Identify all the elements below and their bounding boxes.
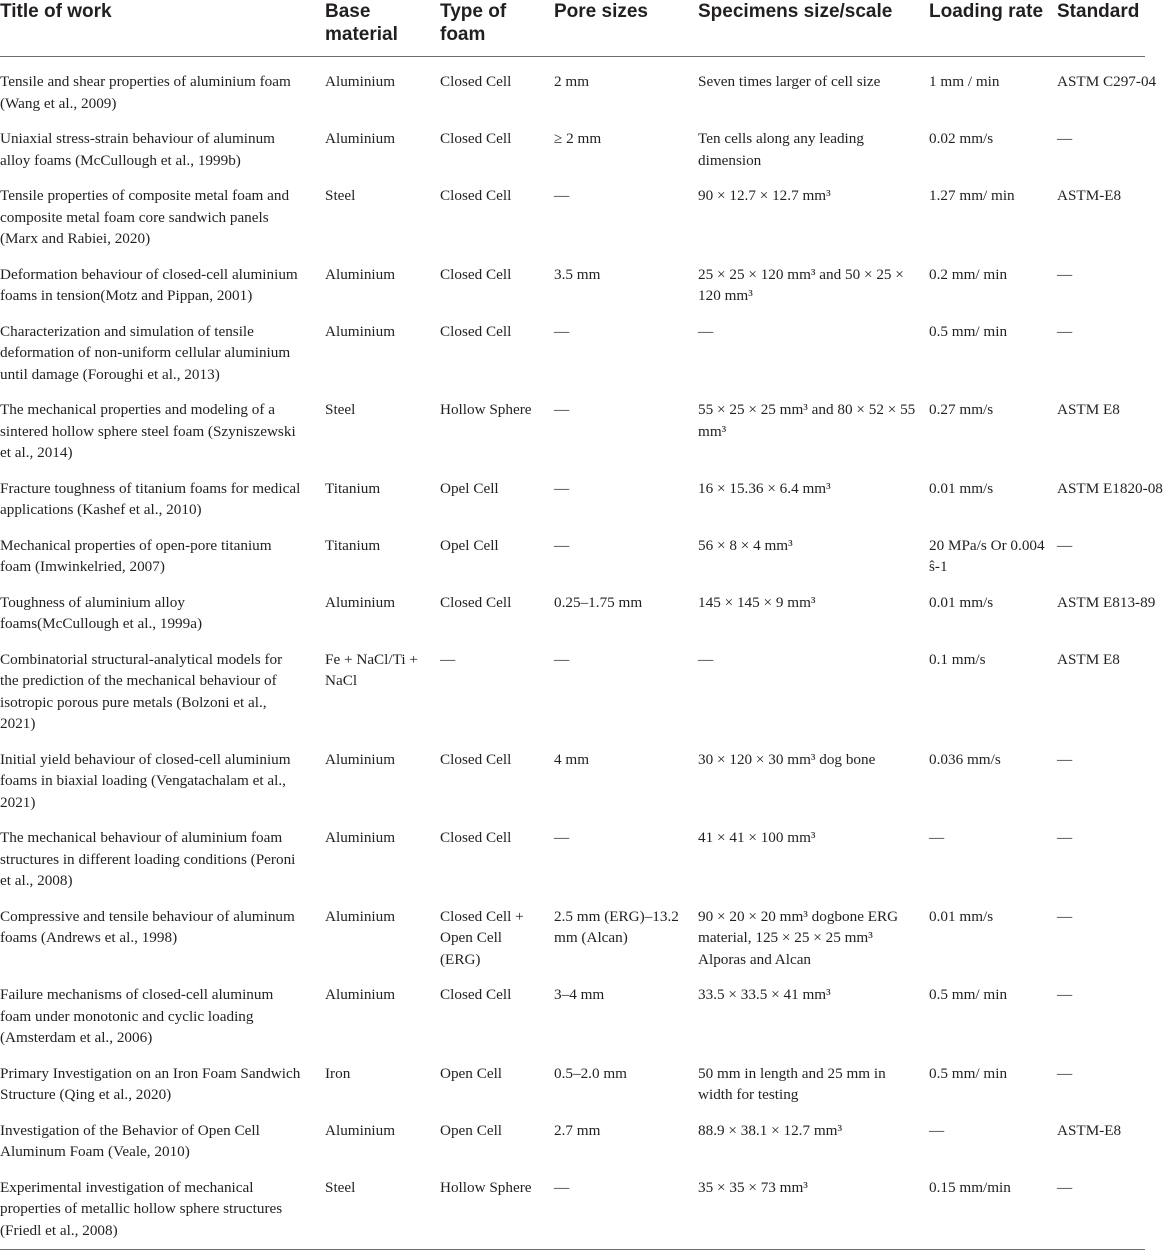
cell-pore-sizes: 3.5 mm [554, 265, 601, 283]
cell-standard: ASTM E8 [1057, 401, 1120, 418]
cell-type-of-foam: Closed Cell [440, 187, 512, 204]
cell-specimens-size: 41 × 41 × 100 mm³ [698, 829, 816, 846]
cell-title-of-work: Compressive and tensile behaviour of aluminum foams (Andrews et al., 1998) [0, 907, 295, 946]
cell-pore-sizes: 4 mm [554, 750, 590, 768]
cell-loading-rate: 0.1 mm/s [929, 650, 986, 668]
cell-pore-sizes: — [554, 650, 570, 668]
cell-specimens-size: 25 × 25 × 120 mm³ and 50 × 25 × 120 mm³ [698, 265, 904, 304]
cell-standard: ASTM E1820-08 [1057, 479, 1163, 497]
cell-pore-sizes: 0.5–2.0 mm [554, 1064, 627, 1082]
table-row [0, 392, 1145, 471]
cell-specimens-size: — [698, 650, 714, 668]
cell-pore-sizes: — [554, 479, 570, 497]
cell-base-material: Aluminium [325, 907, 396, 925]
cell-type-of-foam: Opel Cell [440, 479, 499, 497]
cell-specimens-size: 88.9 × 38.1 × 12.7 mm³ [698, 1121, 843, 1139]
cell-base-material: Steel [325, 1170, 440, 1250]
cell-type-of-foam: Open Cell [440, 1121, 503, 1139]
table-row [0, 899, 1145, 978]
cell-title-of-work: Toughness of aluminium alloy foams(McCullough et al., 1999a) [0, 593, 203, 632]
cell-standard: — [1057, 322, 1073, 340]
header-specimens-size: Specimens size/scale [698, 0, 929, 57]
cell-base-material: Iron [325, 1064, 351, 1082]
cell-base-material: Aluminium [325, 73, 396, 90]
cell-loading-rate: 0.27 mm/s [929, 401, 994, 418]
table-row [0, 642, 1145, 742]
cell-type-of-foam: Hollow Sphere [440, 1170, 554, 1250]
cell-standard: — [1057, 536, 1073, 554]
table-row [0, 178, 1145, 257]
cell-base-material: Aluminium [325, 750, 396, 768]
header-loading-rate: Loading rate [929, 0, 1057, 57]
table-row [0, 57, 1145, 122]
header-title-of-work: Title of work [0, 0, 325, 57]
cell-specimens-size: 50 mm in length and 25 mm in width for testing [698, 1064, 886, 1103]
cell-base-material: Aluminium [325, 130, 396, 147]
cell-pore-sizes: — [554, 829, 570, 846]
cell-type-of-foam: Closed Cell [440, 750, 512, 768]
cell-pore-sizes: — [554, 322, 570, 340]
cell-loading-rate: 0.5 mm/ min [929, 986, 1008, 1003]
cell-type-of-foam: — [440, 650, 456, 668]
cell-loading-rate: — [929, 829, 945, 846]
cell-specimens-size: — [698, 322, 714, 340]
cell-standard: — [1057, 1064, 1073, 1082]
cell-specimens-size: 30 × 120 × 30 mm³ dog bone [698, 750, 876, 768]
cell-specimens-size: Seven times larger of cell size [698, 73, 881, 90]
cell-base-material: Aluminium [325, 829, 396, 846]
cell-title-of-work: Combinatorial structural-analytical models for the prediction of the mechanical behaviour of isotropic porous pure metals (Bolzoni et al., 2021) [0, 650, 283, 732]
table-row [0, 820, 1145, 899]
header-base-material: Base material [325, 0, 440, 57]
cell-loading-rate: 0.02 mm/s [929, 130, 994, 147]
cell-base-material: Titanium [325, 479, 381, 497]
cell-loading-rate: 0.01 mm/s [929, 907, 994, 925]
cell-specimens-size: 33.5 × 33.5 × 41 mm³ [698, 986, 831, 1003]
header-standard: Standard [1057, 0, 1145, 57]
cell-title-of-work: Tensile properties of composite metal foam and composite metal foam core sandwich panels (Marx and Rabiei, 2020) [0, 187, 290, 247]
cell-pore-sizes: 2.7 mm [554, 1121, 601, 1139]
cell-loading-rate: 1.27 mm/ min [929, 187, 1015, 204]
table-row [0, 585, 1145, 642]
cell-type-of-foam: Opel Cell [440, 536, 499, 554]
cell-base-material: Titanium [325, 536, 381, 554]
cell-pore-sizes: 2 mm [554, 73, 590, 90]
cell-loading-rate: 20 MPa/s Or 0.004 ŝ-1 [929, 536, 1045, 575]
table-row [0, 1113, 1145, 1170]
cell-type-of-foam: Closed Cell [440, 829, 512, 846]
cell-base-material: Steel [325, 401, 356, 418]
cell-specimens-size: 56 × 8 × 4 mm³ [698, 536, 793, 554]
cell-title-of-work: Uniaxial stress-strain behaviour of aluminum alloy foams (McCullough et al., 1999b) [0, 130, 275, 169]
cell-specimens-size: 35 × 35 × 73 mm³ [698, 1170, 929, 1250]
cell-base-material: Aluminium [325, 986, 396, 1003]
cell-standard: — [1057, 750, 1073, 768]
cell-base-material: Aluminium [325, 1121, 396, 1139]
table-row [0, 977, 1145, 1056]
cell-standard: — [1057, 986, 1073, 1003]
cell-loading-rate: 0.5 mm/ min [929, 322, 1008, 340]
cell-loading-rate: 0.15 mm/min [929, 1170, 1057, 1250]
table-row [0, 471, 1145, 528]
table-row [0, 257, 1145, 314]
cell-title-of-work: Primary Investigation on an Iron Foam Sandwich Structure (Qing et al., 2020) [0, 1064, 301, 1103]
cell-loading-rate: 0.01 mm/s [929, 479, 994, 497]
table-header-row [0, 0, 1145, 57]
cell-pore-sizes: — [554, 1170, 698, 1250]
header-type-of-foam: Type of foam [440, 0, 554, 57]
cell-pore-sizes: — [554, 536, 570, 554]
cell-pore-sizes: ≥ 2 mm [554, 130, 602, 147]
cell-type-of-foam: Closed Cell + Open Cell (ERG) [440, 907, 524, 968]
cell-standard: — [1057, 907, 1073, 925]
cell-title-of-work: Failure mechanisms of closed-cell aluminum foam under monotonic and cyclic loading (Amsterdam et al., 2006) [0, 986, 274, 1046]
table-row [0, 1170, 1145, 1250]
cell-pore-sizes: 2.5 mm (ERG)–13.2 mm (Alcan) [554, 907, 679, 946]
cell-type-of-foam: Closed Cell [440, 593, 512, 611]
cell-standard: ASTM E8 [1057, 650, 1120, 668]
cell-type-of-foam: Open Cell [440, 1064, 503, 1082]
cell-standard: ASTM-E8 [1057, 187, 1122, 204]
cell-title-of-work: Fracture toughness of titanium foams for medical applications (Kashef et al., 2010) [0, 479, 301, 518]
cell-title-of-work: Mechanical properties of open-pore titanium foam (Imwinkelried, 2007) [0, 536, 272, 575]
cell-title-of-work: The mechanical behaviour of aluminium foam structures in different loading conditions (Peroni et al., 2008) [0, 829, 296, 889]
table-row [0, 1056, 1145, 1113]
cell-pore-sizes: — [554, 187, 570, 204]
cell-loading-rate: 0.01 mm/s [929, 593, 994, 611]
cell-base-material: Aluminium [325, 322, 396, 340]
cell-standard: ASTM-E8 [1057, 1121, 1122, 1139]
cell-pore-sizes: 3–4 mm [554, 986, 605, 1003]
cell-specimens-size: 145 × 145 × 9 mm³ [698, 593, 816, 611]
cell-title-of-work: Tensile and shear properties of aluminium foam (Wang et al., 2009) [0, 73, 291, 112]
cell-standard: — [1057, 265, 1073, 283]
cell-standard: ASTM C297-04 [1057, 73, 1157, 90]
cell-specimens-size: 16 × 15.36 × 6.4 mm³ [698, 479, 831, 497]
cell-type-of-foam: Hollow Sphere [440, 401, 532, 418]
cell-loading-rate: 0.5 mm/ min [929, 1064, 1008, 1082]
cell-specimens-size: 90 × 12.7 × 12.7 mm³ [698, 187, 831, 204]
cell-title-of-work: Deformation behaviour of closed-cell aluminium foams in tension(Motz and Pippan, 2001) [0, 265, 298, 304]
cell-title-of-work: Initial yield behaviour of closed-cell aluminium foams in biaxial loading (Vengatachalam et al., 2021) [0, 750, 291, 811]
cell-loading-rate: 0.036 mm/s [929, 750, 1001, 768]
cell-type-of-foam: Closed Cell [440, 265, 512, 283]
cell-title-of-work: Experimental investigation of mechanical properties of metallic hollow sphere structures (Friedl et al., 2008) [0, 1170, 325, 1250]
cell-title-of-work: The mechanical properties and modeling of a sintered hollow sphere steel foam (Szyniszewski et al., 2014) [0, 401, 296, 461]
cell-base-material: Steel [325, 187, 356, 204]
header-pore-sizes: Pore sizes [554, 0, 698, 57]
cell-type-of-foam: Closed Cell [440, 322, 512, 340]
cell-title-of-work: Characterization and simulation of tensile deformation of non-uniform cellular aluminium until damage (Foroughi et al., 2013) [0, 322, 291, 383]
table-row [0, 742, 1145, 821]
cell-base-material: Aluminium [325, 593, 396, 611]
cell-standard: — [1057, 1170, 1145, 1250]
cell-specimens-size: 90 × 20 × 20 mm³ dogbone ERG material, 125 × 25 × 25 mm³ Alporas and Alcan [698, 907, 899, 968]
cell-type-of-foam: Closed Cell [440, 986, 512, 1003]
cell-specimens-size: Ten cells along any leading dimension [698, 130, 864, 169]
cell-standard: — [1057, 130, 1073, 147]
cell-base-material: Fe + NaCl/Ti + NaCl [325, 650, 418, 689]
cell-title-of-work: Investigation of the Behavior of Open Cell Aluminum Foam (Veale, 2010) [0, 1121, 260, 1160]
cell-loading-rate: 1 mm / min [929, 73, 1000, 90]
cell-loading-rate: — [929, 1121, 945, 1139]
cell-pore-sizes: — [554, 401, 570, 418]
cell-specimens-size: 55 × 25 × 25 mm³ and 80 × 52 × 55 mm³ [698, 401, 916, 440]
table-row [0, 528, 1145, 585]
cell-standard: — [1057, 829, 1073, 846]
cell-base-material: Aluminium [325, 265, 396, 283]
table-row [0, 121, 1145, 178]
cell-standard: ASTM E813-89 [1057, 593, 1156, 611]
cell-type-of-foam: Closed Cell [440, 73, 512, 90]
table-row [0, 314, 1145, 393]
cell-pore-sizes: 0.25–1.75 mm [554, 593, 643, 611]
cell-loading-rate: 0.2 mm/ min [929, 265, 1008, 283]
cell-type-of-foam: Closed Cell [440, 130, 512, 147]
